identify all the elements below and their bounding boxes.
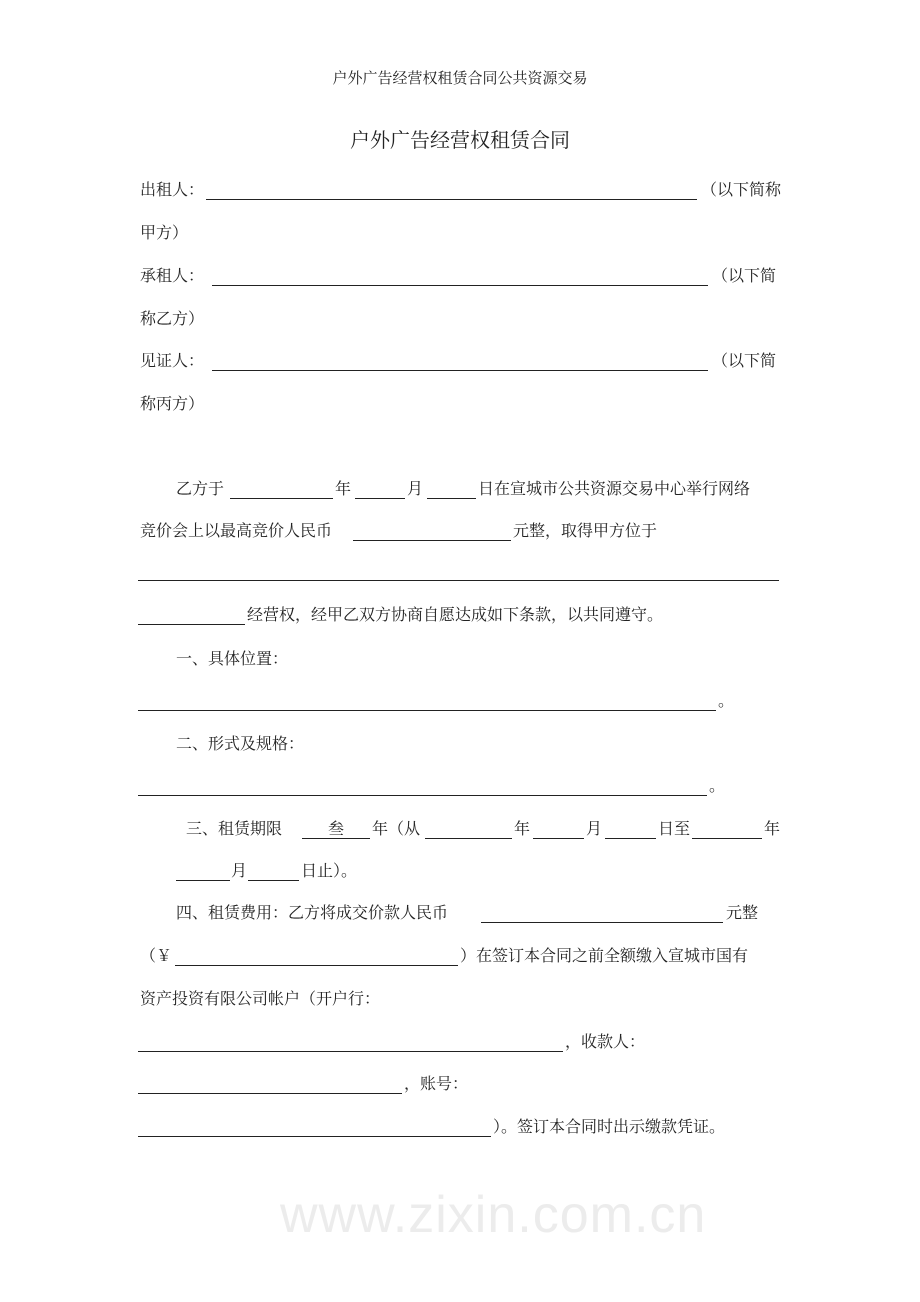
start-day-field[interactable] <box>605 819 656 839</box>
text: 。 <box>709 776 726 795</box>
text: ，收款人： <box>565 1032 646 1051</box>
fee-amount-field[interactable] <box>175 946 458 966</box>
heading: 二、形式及规格： <box>176 734 305 753</box>
witness-field[interactable] <box>212 351 708 371</box>
month-field[interactable] <box>355 479 405 499</box>
text: 四、租赁费用：乙方将成交价款人民币 <box>176 903 449 922</box>
end-day-field[interactable] <box>248 861 299 881</box>
text: 。 <box>718 691 735 710</box>
lessor-cont-text: 甲方） <box>140 223 189 242</box>
lessee-cont-text: 称乙方） <box>140 309 205 328</box>
end-month-field[interactable] <box>176 861 230 881</box>
document-title: 户外广告经营权租赁合同 <box>350 128 570 152</box>
position-field[interactable] <box>138 691 716 711</box>
day-field[interactable] <box>427 479 476 499</box>
years-field[interactable]: 叁 <box>302 819 370 839</box>
text: 资产投资有限公司帐户（开户行： <box>140 989 381 1008</box>
text: ，账号： <box>404 1074 469 1093</box>
witness-label: 见证人： <box>140 351 205 370</box>
text: ）。签订本合同时出示缴款凭证。 <box>493 1117 726 1136</box>
payee-field[interactable] <box>138 1074 402 1094</box>
text: 乙方于 <box>176 479 225 498</box>
text: 竞价会上以最高竞价人民币 <box>140 521 333 540</box>
price-field[interactable] <box>353 521 511 541</box>
location-field[interactable] <box>138 561 779 581</box>
bank-field[interactable] <box>138 1032 563 1052</box>
heading: 一、具体位置： <box>176 649 289 668</box>
text: 经营权，经甲乙双方协商自愿达成如下条款，以共同遵守。 <box>247 605 664 624</box>
text: 年 <box>335 479 352 498</box>
end-year-field[interactable] <box>692 819 762 839</box>
witness-cont-text: 称丙方） <box>140 394 205 413</box>
location-field-cont[interactable] <box>138 605 245 625</box>
lessee-field[interactable] <box>212 266 708 286</box>
start-year-field[interactable] <box>425 819 512 839</box>
lessor-label: 出租人： <box>140 180 205 199</box>
lessor-field[interactable] <box>206 180 697 200</box>
text: ）在签订本合同之前全额缴入宣城市国有 <box>460 946 749 965</box>
lessee-suffix: （以下简 <box>712 266 777 285</box>
watermark: www.zixin.com.cn <box>280 1186 707 1244</box>
lessor-suffix: （以下简称 <box>701 180 782 199</box>
page-header: 户外广告经营权租赁合同公共资源交易 <box>332 69 588 87</box>
text: 年 <box>764 819 781 838</box>
text: 月 <box>231 861 248 880</box>
spec-field[interactable] <box>138 776 707 796</box>
text: 月 <box>407 479 424 498</box>
text: 元整 <box>726 903 759 922</box>
text: （￥ <box>140 946 173 965</box>
witness-suffix: （以下简 <box>712 351 777 370</box>
heading: 三、租赁期限 <box>186 819 283 838</box>
fee-field[interactable] <box>481 903 723 923</box>
text: 日止）。 <box>301 861 358 880</box>
text: 日至 <box>658 819 691 838</box>
text: 元整，取得甲方位于 <box>513 521 658 540</box>
start-month-field[interactable] <box>533 819 584 839</box>
text: 日在宣城市公共资源交易中心举行网络 <box>478 479 751 498</box>
account-field[interactable] <box>138 1117 491 1137</box>
text: 月 <box>586 819 603 838</box>
lessee-label: 承租人： <box>140 266 205 285</box>
year-field[interactable] <box>230 479 333 499</box>
text: 年（从 <box>372 819 421 838</box>
text: 年 <box>514 819 531 838</box>
